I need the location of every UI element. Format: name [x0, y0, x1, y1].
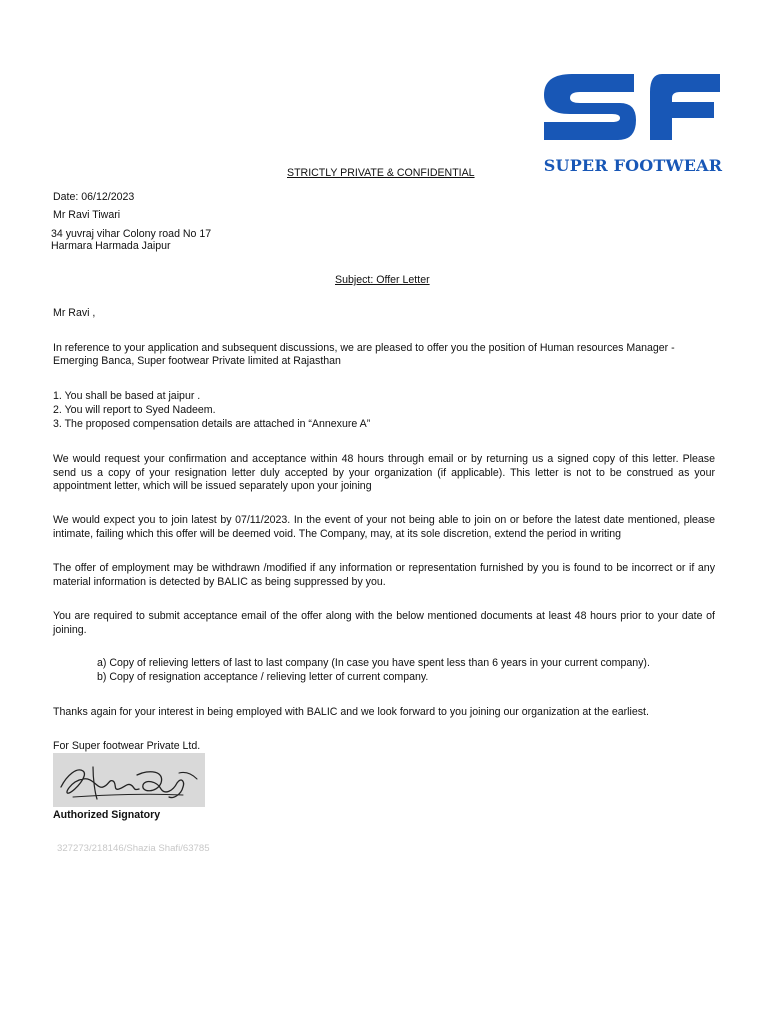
logo-wordmark: SUPER FOOTWEAR: [543, 156, 723, 175]
subject-line: Subject: Offer Letter: [335, 274, 430, 286]
letter-date: Date: 06/12/2023: [53, 191, 135, 203]
address-line-2: Harmara Harmada Jaipur: [51, 240, 171, 252]
point-item: 3. The proposed compensation details are attached in “Annexure A”: [53, 418, 371, 430]
recipient-name: Mr Ravi Tiwari: [53, 209, 121, 221]
salutation: Mr Ravi ,: [53, 307, 96, 319]
thanks-line: Thanks again for your interest in being employed with BALIC and we look forward to you joining our organization at the earliest.: [53, 706, 649, 718]
address-line-1: 34 yuvraj vihar Colony road No 17: [51, 228, 212, 240]
joining-paragraph: We would expect you to join latest by 07/11/2023. In the event of your not being able to join on or before the latest date mentioned, please intimate, failing which this offer will be deemed void. The Company, may, at its sole discretion, extend the period in writing: [53, 514, 715, 540]
company-logo: [522, 62, 744, 184]
sign-off: For Super footwear Private Ltd.: [53, 740, 201, 752]
intro-line-1: In reference to your application and subsequent discussions, we are pleased to offer you the position of Human resources Manager -: [53, 342, 675, 354]
point-item: 1. You shall be based at jaipur .: [53, 390, 201, 402]
document-item: b) Copy of resignation acceptance / relieving letter of current company.: [97, 671, 429, 683]
point-item: 2. You will report to Syed Nadeem.: [53, 404, 216, 416]
authorized-signatory: Authorized Signatory: [53, 809, 161, 821]
document-item: a) Copy of relieving letters of last to last company (In case you have spent less than 6 years in your current company).: [97, 657, 650, 669]
intro-line-2: Emerging Banca, Super footwear Private limited at Rajasthan: [53, 355, 341, 367]
handwritten-signature-icon: [53, 753, 205, 807]
signature-image: [53, 753, 205, 807]
sf-monogram-icon: [522, 62, 744, 152]
watermark-id: 327273/218146/Shazia Shafi/63785: [57, 843, 210, 854]
withdrawal-paragraph: The offer of employment may be withdrawn /modified if any information or representation furnished by you is found to be incorrect or if any material information is detected by BALIC as being suppressed by you.: [53, 562, 715, 588]
documents-paragraph: You are required to submit acceptance email of the offer along with the below mentioned documents at least 48 hours prior to your date of joining.: [53, 610, 715, 636]
confirmation-paragraph: We would request your confirmation and acceptance within 48 hours through email or by returning us a signed copy of this letter. Please send us a copy of your resignation letter duly accepted by your organization (if applicable). This letter is not to be construed as your appointment letter, which will be issued separately upon your joining: [53, 453, 715, 493]
confidential-heading: STRICTLY PRIVATE & CONFIDENTIAL: [287, 167, 475, 179]
